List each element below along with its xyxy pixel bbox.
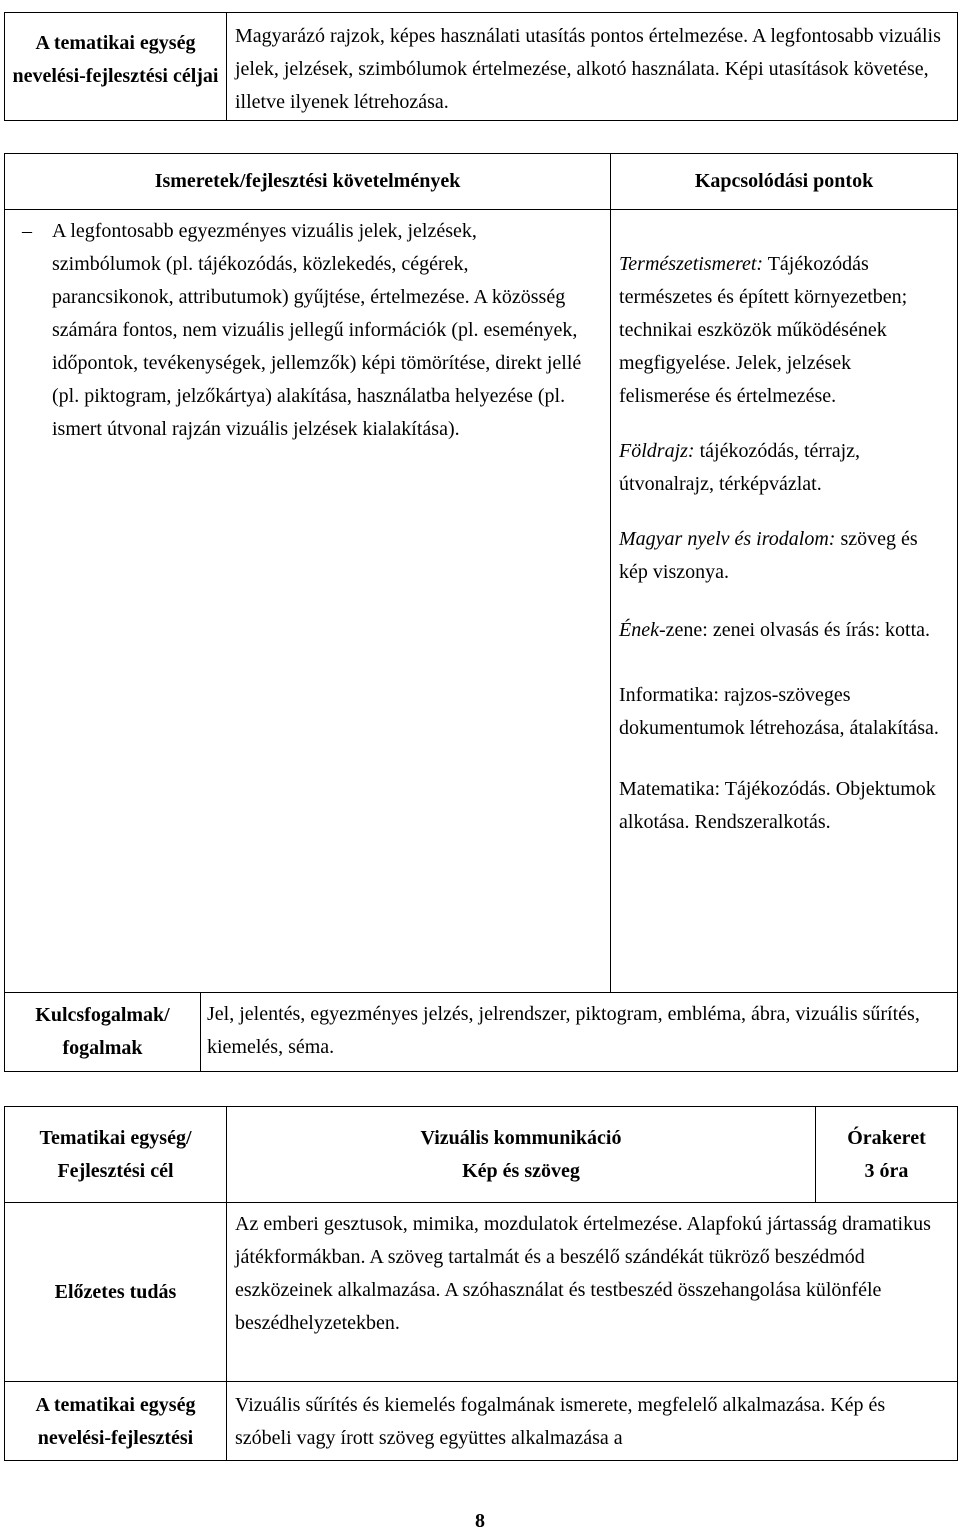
- connections-header-text: Kapcsolódási pontok: [694, 170, 874, 192]
- page-number: 8: [475, 1510, 485, 1532]
- unit-goals-text: Vizuális sűrítés és kiemelés fogalmának ismerete, megfelelő alkalmazása. Kép és szóbeli vagy írott szöveg együttes alkalmazása a: [235, 1394, 886, 1449]
- topic-title-cell: [227, 1107, 816, 1203]
- topic-title: Vizuális kommunikáció: [420, 1126, 622, 1149]
- connection-subject: Ének: [619, 619, 659, 641]
- requirements-list: [5, 210, 610, 446]
- prior-knowledge-text: Az emberi gesztusok, mimika, mozdulatok értelmezése. Alapfokú jártasság dramatikus játékformákban. A szöveg tartalmát és a beszélő szándékát tükröző beszédmód eszközeinek alkalmazása. A szóhasználat és testbeszéd összehangolása különféle beszédhelyzetekben.: [235, 1213, 931, 1334]
- hours-label: Órakeret: [847, 1126, 926, 1149]
- connection-item: [619, 248, 945, 413]
- topic-col1-header-text: Tematikai egység/ Fejlesztési cél: [39, 1126, 192, 1182]
- keywords-text: Jel, jelentés, egyezményes jelzés, jelrendszer, piktogram, embléma, ábra, vizuális sűrítés, kiemelés, séma.: [207, 1003, 920, 1058]
- requirements-cell: [5, 210, 611, 993]
- connection-text: -zene: zenei olvasás és írás: kotta.: [659, 619, 930, 641]
- unit-goals-label: [5, 1382, 227, 1461]
- requirements-header: [5, 154, 611, 210]
- keywords-label: [5, 993, 201, 1072]
- connection-subject: Természetismeret:: [619, 253, 764, 275]
- keywords-label-text: Kulcsfogalmak/ fogalmak: [35, 1004, 170, 1059]
- topic-subtitle: Kép és szöveg: [462, 1159, 580, 1182]
- connection-item: [619, 773, 945, 839]
- goals-table: [4, 12, 958, 121]
- connections-cell: [611, 210, 958, 993]
- connection-text: tájékozódás, térrajz, útvonalrajz, térképvázlat.: [619, 440, 861, 495]
- goals-label: [5, 13, 227, 121]
- connection-item: [619, 523, 945, 589]
- connection-item: [619, 679, 945, 745]
- connection-subject: Földrajz:: [619, 440, 695, 462]
- connection-text: Informatika: rajzos-szöveges dokumentumok létrehozása, átalakítása.: [619, 684, 939, 739]
- unit-goals-label-text: A tematikai egység nevelési-fejlesztési: [35, 1394, 196, 1449]
- topic-table: [4, 1106, 958, 1461]
- connection-item: [619, 435, 945, 501]
- requirements-header-text: Ismeretek/fejlesztési követelmények: [154, 170, 461, 192]
- topic-col1-header: [5, 1107, 227, 1203]
- goals-text: Magyarázó rajzok, képes használati utasítás pontos értelmezése. A legfontosabb vizuális jelek, jelzések, szimbólumok értelmezése, alkotó használata. Képi utasítások követése, illetve ilyenek létrehozása.: [235, 25, 941, 113]
- prior-knowledge-label-text: Előzetes tudás: [54, 1280, 177, 1303]
- goals-label-text: A tematikai egység nevelési-fejlesztési céljai: [12, 32, 219, 87]
- hours-value: 3 óra: [864, 1159, 909, 1182]
- connection-text: Matematika: Tájékozódás. Objektumok alkotása. Rendszeralkotás.: [619, 778, 936, 833]
- goals-text-cell: [227, 13, 958, 121]
- connection-text: szöveg és kép viszonya.: [619, 528, 918, 583]
- connections-header: [611, 154, 958, 210]
- connection-text: Tájékozódás természetes és épített környezetben; technikai eszközök működésének megfigyelése. Jelek, jelzések felismerése és értelmezése.: [619, 253, 908, 407]
- keywords-cell: [201, 993, 958, 1072]
- requirements-table: [4, 153, 958, 1072]
- connection-item: [619, 614, 945, 647]
- prior-knowledge-cell: [227, 1203, 958, 1382]
- prior-knowledge-label: [5, 1203, 227, 1382]
- connection-subject: Magyar nyelv és irodalom:: [619, 528, 836, 550]
- requirement-item: – A legfontosabb egyezményes vizuális jelek, jelzések, szimbólumok (pl. tájékozódás, közlekedés, cégérek, parancsikonok, attributumok) gyűjtése, értelmezése. A közösség számára fontos, nem vizuális jellegű információk (pl. események, időpontok, tevékenységek, jellemzők) képi tömörítése, direkt jellé (pl. piktogram, jelzőkártya) alakítása, használatba helyezése (pl. ismert útvonal rajzán vizuális jelzések kialakítása).: [15, 215, 588, 446]
- connections-list: [611, 210, 957, 839]
- unit-goals-cell: [227, 1382, 958, 1461]
- hours-cell: [816, 1107, 958, 1203]
